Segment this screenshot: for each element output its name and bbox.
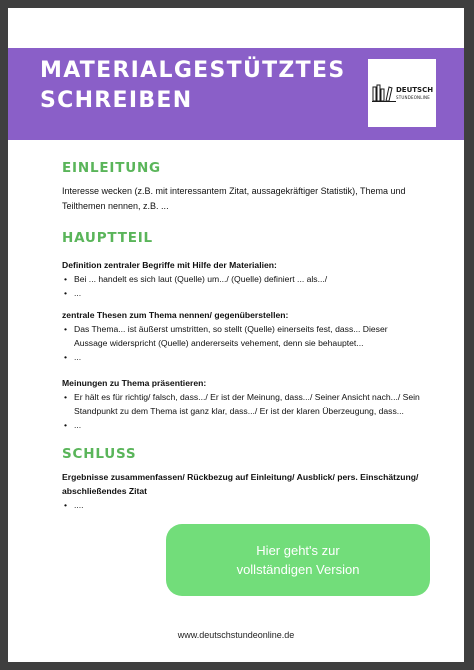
document-sheet — [8, 8, 464, 662]
cta-line-2: vollständigen Version — [236, 562, 360, 577]
bullet-list — [62, 322, 422, 364]
list-item: • Bei ... handelt es sich laut (Quelle) um.../ (Quelle) definiert ... als.../ — [62, 272, 422, 286]
heading-einleitung: EINLEITUNG — [62, 160, 161, 176]
logo — [368, 59, 436, 127]
logo-subtext: STUNDEONLINE — [396, 95, 430, 100]
heading-hauptteil: HAUPTTEIL — [62, 230, 153, 246]
document-title — [40, 56, 360, 116]
logo-text: DEUTSCH — [396, 86, 434, 94]
full-version-button[interactable] — [166, 524, 430, 596]
bullet-list — [62, 390, 422, 432]
subheading: Meinungen zu Thema präsentieren: — [62, 378, 207, 388]
subheading: Definition zentraler Begriffe mit Hilfe der Materialien: — [62, 260, 277, 270]
title-banner — [8, 48, 464, 140]
title-line-1: MATERIALGESTÜTZTES — [40, 58, 346, 83]
bullet-list — [62, 272, 422, 300]
cta-line-1: Hier geht's zur — [256, 543, 340, 558]
section-hauptteil — [62, 230, 422, 432]
subheading: zentrale Thesen zum Thema nennen/ gegenüberstellen: — [62, 310, 289, 320]
list-item: • ... — [62, 418, 422, 432]
bullet-list — [62, 498, 422, 512]
title-line-2: SCHREIBEN — [40, 88, 193, 113]
footer-url-link[interactable]: www.deutschstundeonline.de — [177, 630, 295, 640]
list-item: • ... — [62, 350, 422, 364]
list-item: • ... — [62, 286, 422, 300]
section-einleitung — [62, 160, 422, 214]
content — [62, 160, 422, 512]
hauptteil-block-definition — [62, 258, 422, 300]
books-logo-icon — [372, 83, 396, 103]
hauptteil-block-meinungen — [62, 376, 422, 432]
list-item: • Das Thema... ist äußerst umstritten, so stellt (Quelle) einerseits fest, dass... Dieser Aussage widerspricht (Quelle) andererseits vehement, denn sie behauptet... — [62, 322, 422, 350]
list-item: • Er hält es für richtig/ falsch, dass.../ Er ist der Meinung, dass.../ Seiner Ansicht nach.../ Sein Standpunkt zu dem Thema ist ganz klar, dass.../ Er ist der klaren Überzeugung, dass... — [62, 390, 422, 418]
hauptteil-block-thesen — [62, 308, 422, 364]
subheading: Ergebnisse zusammenfassen/ Rückbezug auf Einleitung/ Ausblick/ pers. Einschätzung/ abschließendes Zitat — [62, 472, 419, 496]
heading-schluss: SCHLUSS — [62, 446, 137, 462]
einleitung-text: Interesse wecken (z.B. mit interessantem Zitat, aussagekräftiger Statistik), Thema und Teilthemen nennen, z.B. ... — [62, 186, 406, 211]
section-schluss — [62, 446, 422, 512]
list-item: • .... — [62, 498, 422, 512]
